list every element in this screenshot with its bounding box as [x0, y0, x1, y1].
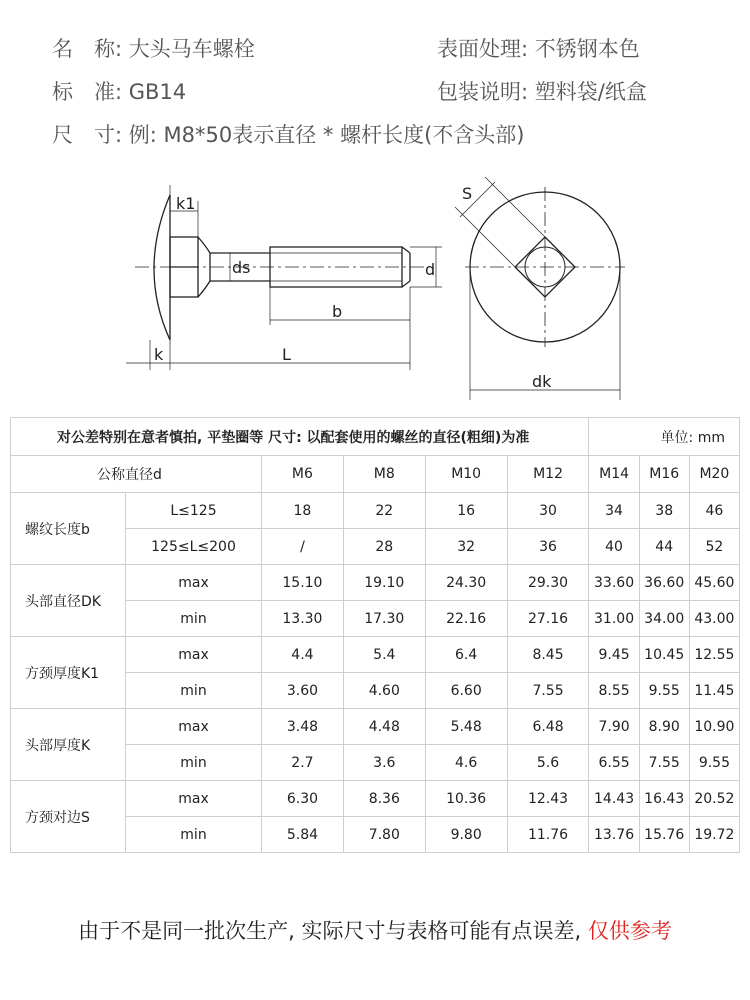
value-cell: 3.60	[262, 673, 344, 709]
disclaimer	[0, 915, 750, 945]
spec-standard-value: GB14	[128, 80, 187, 104]
value-cell: 36.60	[639, 565, 689, 601]
spec-package-value: 塑料袋/纸盒	[534, 80, 647, 104]
sub-label: max	[126, 565, 262, 601]
sub-label: max	[126, 637, 262, 673]
size-header: M14	[589, 456, 639, 493]
value-cell: 38	[639, 493, 689, 529]
size-header: M12	[507, 456, 589, 493]
value-cell: 6.55	[589, 745, 639, 781]
spec-table	[10, 417, 740, 853]
value-cell: 4.60	[343, 673, 425, 709]
param-label: 方颈对边S	[11, 781, 126, 853]
dim-b-label: b	[332, 302, 343, 321]
spec-name-label: 名 称:	[52, 37, 123, 61]
param-label: 头部厚度K	[11, 709, 126, 781]
param-label: 头部直径DK	[11, 565, 126, 637]
spec-package-label: 包装说明:	[437, 80, 529, 104]
spec-list	[0, 0, 750, 160]
value-cell: 6.4	[425, 637, 507, 673]
sub-label: min	[126, 745, 262, 781]
value-cell: 16.43	[639, 781, 689, 817]
value-cell: 8.45	[507, 637, 589, 673]
sub-label: min	[126, 601, 262, 637]
dim-S-label: S	[462, 184, 473, 203]
value-cell: 9.45	[589, 637, 639, 673]
value-cell: 6.60	[425, 673, 507, 709]
sub-label: min	[126, 817, 262, 853]
table-row	[11, 781, 740, 817]
value-cell: 33.60	[589, 565, 639, 601]
value-cell: 6.48	[507, 709, 589, 745]
value-cell: 3.6	[343, 745, 425, 781]
value-cell: 27.16	[507, 601, 589, 637]
disclaimer-emphasis: 仅供参考	[587, 919, 672, 943]
sub-label: L≤125	[126, 493, 262, 529]
value-cell: 6.30	[262, 781, 344, 817]
spec-standard	[52, 76, 186, 106]
size-header: M16	[639, 456, 689, 493]
value-cell: 34	[589, 493, 639, 529]
value-cell: 22	[343, 493, 425, 529]
value-cell: 44	[639, 529, 689, 565]
value-cell: 30	[507, 493, 589, 529]
table-note-row	[11, 418, 740, 456]
value-cell: 8.90	[639, 709, 689, 745]
dim-k-label: k	[154, 345, 164, 364]
dim-dk-label: dk	[532, 372, 552, 391]
value-cell: 22.16	[425, 601, 507, 637]
value-cell: 19.72	[689, 817, 739, 853]
value-cell: 13.30	[262, 601, 344, 637]
value-cell: 2.7	[262, 745, 344, 781]
value-cell: 19.10	[343, 565, 425, 601]
value-cell: 8.36	[343, 781, 425, 817]
value-cell: 3.48	[262, 709, 344, 745]
size-header: M6	[262, 456, 344, 493]
value-cell: 14.43	[589, 781, 639, 817]
value-cell: 29.30	[507, 565, 589, 601]
value-cell: 4.6	[425, 745, 507, 781]
value-cell: 5.6	[507, 745, 589, 781]
table-row	[11, 637, 740, 673]
value-cell: 34.00	[639, 601, 689, 637]
spec-size	[52, 119, 524, 149]
spec-standard-label: 标 准:	[52, 80, 123, 104]
value-cell: 4.48	[343, 709, 425, 745]
nominal-diameter-label: 公称直径d	[11, 456, 262, 493]
value-cell: 11.45	[689, 673, 739, 709]
sub-label: 125≤L≤200	[126, 529, 262, 565]
spec-size-value: 例: M8*50表示直径 * 螺杆长度(不含头部)	[128, 123, 525, 147]
spec-name-value: 大头马车螺栓	[128, 37, 255, 61]
value-cell: 12.55	[689, 637, 739, 673]
dim-d-label: d	[425, 260, 436, 279]
value-cell: 5.4	[343, 637, 425, 673]
spec-package	[437, 76, 647, 106]
value-cell: 24.30	[425, 565, 507, 601]
table-row	[11, 493, 740, 529]
sub-label: max	[126, 781, 262, 817]
bolt-technical-drawing	[120, 165, 640, 405]
value-cell: 52	[689, 529, 739, 565]
spec-name	[52, 33, 255, 63]
dim-k1-label: k1	[176, 194, 196, 213]
value-cell: 43.00	[689, 601, 739, 637]
table-note: 对公差特别在意者慎拍, 平垫圈等 尺寸: 以配套使用的螺丝的直径(粗细)为准	[11, 418, 589, 456]
size-header: M10	[425, 456, 507, 493]
bolt-drawing-svg	[120, 165, 640, 405]
spec-table-body	[11, 418, 740, 853]
value-cell: 7.55	[639, 745, 689, 781]
value-cell: 7.80	[343, 817, 425, 853]
param-label: 方颈厚度K1	[11, 637, 126, 709]
bolt-head-dome	[154, 195, 170, 340]
value-cell: 12.43	[507, 781, 589, 817]
value-cell: 8.55	[589, 673, 639, 709]
size-header: M20	[689, 456, 739, 493]
dim-ds-label: ds	[232, 258, 251, 277]
value-cell: 11.76	[507, 817, 589, 853]
value-cell: 7.90	[589, 709, 639, 745]
dim-L-label: L	[282, 345, 291, 364]
table-row	[11, 709, 740, 745]
value-cell: 46	[689, 493, 739, 529]
value-cell: /	[262, 529, 344, 565]
value-cell: 5.48	[425, 709, 507, 745]
value-cell: 40	[589, 529, 639, 565]
sub-label: min	[126, 673, 262, 709]
size-header: M8	[343, 456, 425, 493]
spec-surface	[437, 33, 640, 63]
table-header-row	[11, 456, 740, 493]
value-cell: 20.52	[689, 781, 739, 817]
value-cell: 9.80	[425, 817, 507, 853]
value-cell: 7.55	[507, 673, 589, 709]
spec-surface-label: 表面处理:	[437, 37, 529, 61]
value-cell: 16	[425, 493, 507, 529]
value-cell: 10.90	[689, 709, 739, 745]
value-cell: 31.00	[589, 601, 639, 637]
value-cell: 36	[507, 529, 589, 565]
value-cell: 9.55	[689, 745, 739, 781]
param-label: 螺纹长度b	[11, 493, 126, 565]
value-cell: 5.84	[262, 817, 344, 853]
value-cell: 13.76	[589, 817, 639, 853]
value-cell: 10.36	[425, 781, 507, 817]
value-cell: 10.45	[639, 637, 689, 673]
value-cell: 17.30	[343, 601, 425, 637]
spec-size-label: 尺 寸:	[52, 123, 123, 147]
disclaimer-text: 由于不是同一批次生产, 实际尺寸与表格可能有点误差,	[78, 919, 588, 943]
value-cell: 9.55	[639, 673, 689, 709]
value-cell: 32	[425, 529, 507, 565]
value-cell: 4.4	[262, 637, 344, 673]
value-cell: 15.76	[639, 817, 689, 853]
value-cell: 18	[262, 493, 344, 529]
value-cell: 28	[343, 529, 425, 565]
sub-label: max	[126, 709, 262, 745]
table-row	[11, 565, 740, 601]
spec-surface-value: 不锈钢本色	[534, 37, 640, 61]
table-unit: 单位: mm	[589, 418, 740, 456]
value-cell: 15.10	[262, 565, 344, 601]
value-cell: 45.60	[689, 565, 739, 601]
